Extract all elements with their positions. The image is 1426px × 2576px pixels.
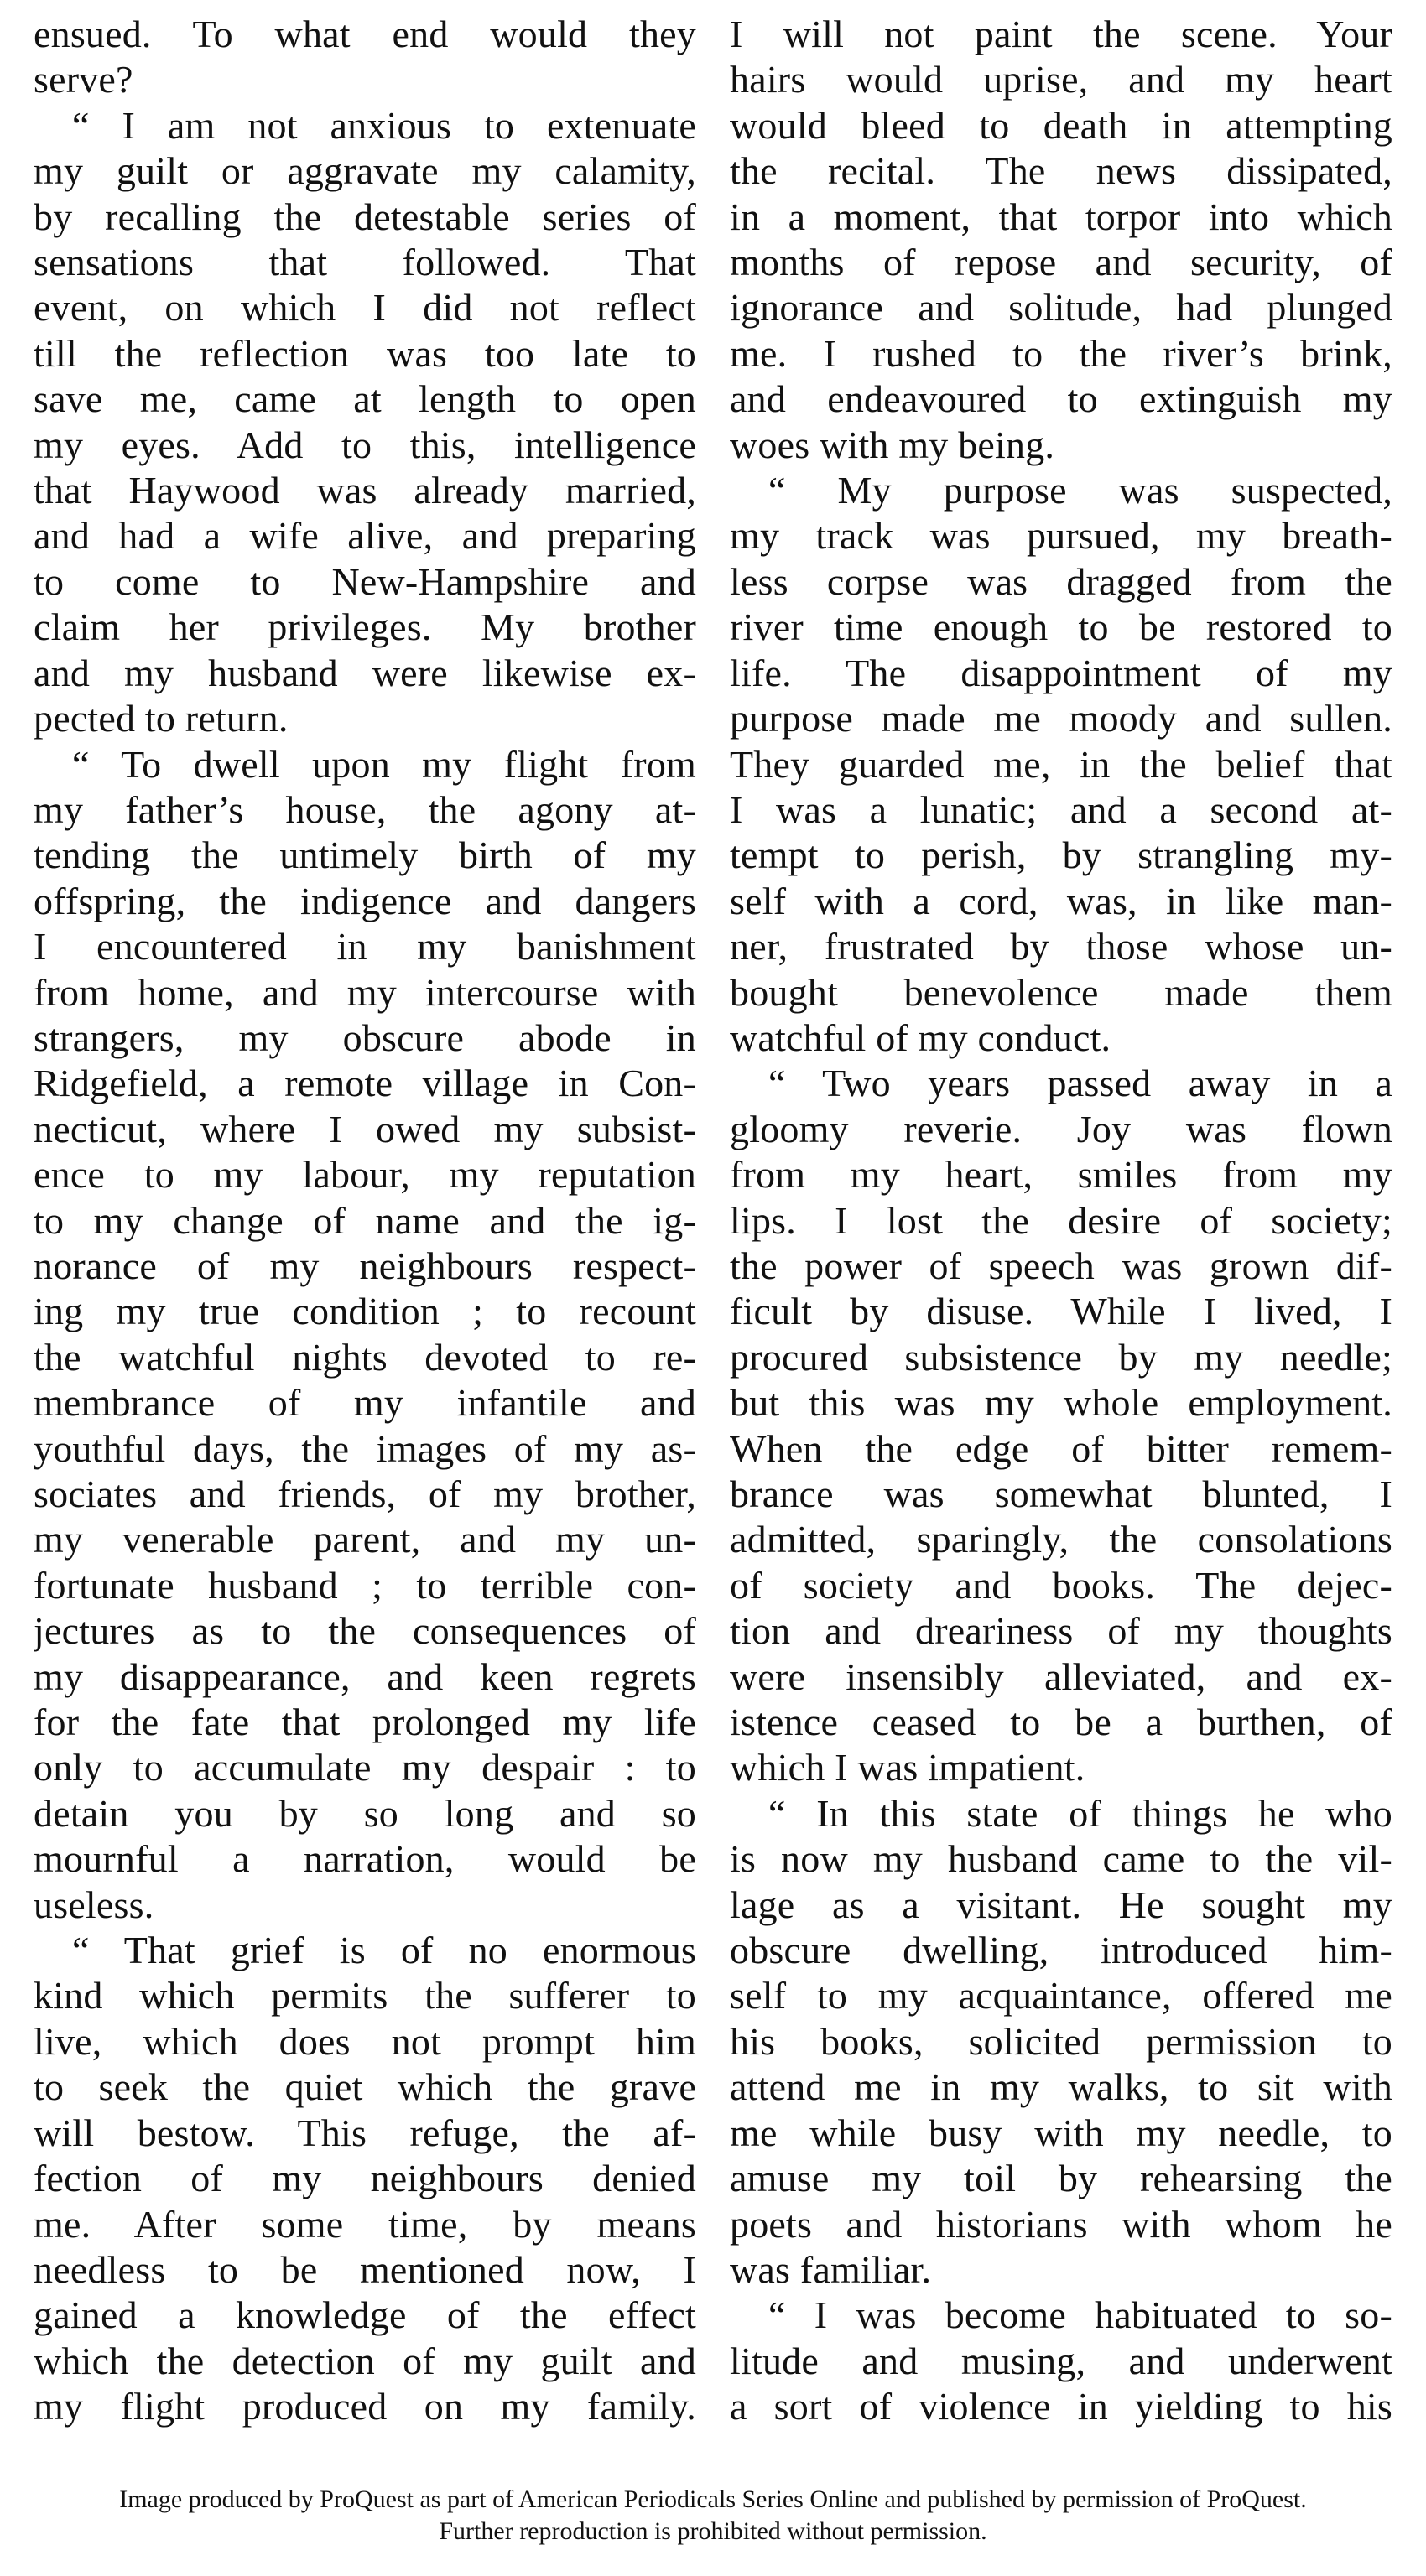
text-line: my father’s house, the agony at- — [34, 787, 696, 831]
text-line: self with a cord, was, in like man- — [730, 879, 1392, 922]
text-line: Ridgefield, a remote village in Con- — [34, 1062, 696, 1105]
text-line: me. I rushed to the river’s brink, — [730, 331, 1392, 375]
text-line: and my husband were likewise ex- — [34, 651, 696, 694]
text-line: gloomy reverie. Joy was flown — [730, 1107, 1392, 1150]
text-line: purpose made me moody and sullen. — [730, 697, 1392, 740]
text-line: obscure dwelling, introduced him- — [730, 1929, 1392, 1972]
text-line: ner, frustrated by those whose un- — [730, 925, 1392, 969]
text-line: litude and musing, and underwent — [730, 2339, 1392, 2382]
text-line: hairs would uprise, and my heart — [730, 58, 1392, 101]
text-line: by recalling the detestable series of — [34, 195, 696, 238]
text-line: woes with my being. — [730, 423, 1055, 466]
text-line: mournful a narration, would be — [34, 1837, 696, 1881]
text-line: sensations that followed. That — [34, 241, 696, 284]
text-line: less corpse was dragged from the — [730, 559, 1392, 603]
proquest-notice-line-1: Image produced by ProQuest as part of American Periodicals Series Online and published by permission of ProQuest. — [119, 2485, 1307, 2513]
text-line: my guilt or aggravate my calamity, — [34, 149, 696, 193]
text-line: lips. I lost the desire of society; — [730, 1198, 1392, 1242]
text-line: “ My purpose was suspected, — [768, 469, 1392, 512]
text-line: strangers, my obscure abode in — [34, 1015, 696, 1059]
text-line: pected to return. — [34, 697, 289, 740]
text-line: save me, came at length to open — [34, 377, 696, 421]
text-line: amuse my toil by rehearsing the — [730, 2157, 1392, 2200]
text-line: useless. — [34, 1883, 154, 1926]
text-line: is now my husband came to the vil- — [730, 1837, 1392, 1881]
text-line: tempt to perish, by strangling my- — [730, 834, 1392, 877]
text-line: “ That grief is of no enormous — [72, 1929, 696, 1972]
text-line: I will not paint the scene. Your — [730, 13, 1392, 55]
text-line: “ I was become habituated to so- — [768, 2293, 1392, 2337]
text-line: fection of my neighbours denied — [34, 2157, 696, 2200]
text-line: ignorance and solitude, had plunged — [730, 286, 1392, 330]
text-line: poets and historians with whom he — [730, 2202, 1392, 2246]
text-line: to my change of name and the ig- — [34, 1198, 696, 1242]
text-line: watchful of my conduct. — [730, 1015, 1111, 1059]
text-line: youthful days, the images of my as- — [34, 1426, 696, 1470]
text-line: claim her privileges. My brother — [34, 605, 696, 649]
text-line: which the detection of my guilt and — [34, 2339, 696, 2382]
text-line: tending the untimely birth of my — [34, 834, 696, 877]
text-line: membrance of my infantile and — [34, 1381, 696, 1425]
text-line: the watchful nights devoted to re- — [34, 1335, 696, 1379]
text-line: which I was impatient. — [730, 1746, 1085, 1789]
text-line: my track was pursued, my breath- — [730, 514, 1392, 558]
text-line: to seek the quiet which the grave — [34, 2065, 696, 2109]
text-line: that Haywood was already married, — [34, 469, 696, 512]
text-line: and had a wife alive, and preparing — [34, 514, 696, 558]
text-line: his books, solicited permission to — [730, 2019, 1392, 2063]
text-line: admitted, sparingly, the consolations — [730, 1518, 1392, 1561]
text-line: was familiar. — [730, 2247, 932, 2291]
text-line: from home, and my intercourse with — [34, 970, 696, 1014]
text-line: bought benevolence made them — [730, 970, 1392, 1014]
text-line: kind which permits the sufferer to — [34, 1974, 696, 2018]
text-line: and endeavoured to extinguish my — [730, 377, 1392, 421]
text-line: months of repose and security, of — [730, 241, 1392, 284]
text-line: my venerable parent, and my un- — [34, 1518, 696, 1561]
text-line: procured subsistence by my needle; — [730, 1335, 1392, 1379]
text-line: “ I am not anxious to extenuate — [72, 103, 696, 147]
text-line: attend me in my walks, to sit with — [730, 2065, 1392, 2109]
text-line: the recital. The news dissipated, — [730, 149, 1392, 193]
text-line: I encountered in my banishment — [34, 925, 696, 969]
text-line: the power of speech was grown dif- — [730, 1244, 1392, 1287]
text-line: brance was somewhat blunted, I — [730, 1472, 1392, 1515]
text-line: needless to be mentioned now, I — [34, 2247, 696, 2291]
text-line: norance of my neighbours respect- — [34, 1244, 696, 1287]
text-line: event, on which I did not reflect — [34, 286, 696, 330]
text-line: river time enough to be restored to — [730, 605, 1392, 649]
text-line: life. The disappointment of my — [730, 651, 1392, 694]
text-line: When the edge of bitter remem- — [730, 1426, 1392, 1470]
text-line: necticut, where I owed my subsist- — [34, 1107, 696, 1150]
text-line: me. After some time, by means — [34, 2202, 696, 2246]
text-line: gained a knowledge of the effect — [34, 2293, 696, 2337]
text-line: in a moment, that torpor into which — [730, 195, 1392, 238]
text-line: a sort of violence in yielding to his — [730, 2385, 1392, 2428]
text-line: istence ceased to be a burthen, of — [730, 1701, 1392, 1744]
left-text-column — [34, 12, 696, 2430]
text-line: “ To dwell upon my flight from — [72, 742, 696, 786]
text-line: till the reflection was too late to — [34, 331, 696, 375]
text-line: but this was my whole employment. — [730, 1381, 1392, 1425]
text-line: will bestow. This refuge, the af- — [34, 2111, 696, 2154]
text-line: I was a lunatic; and a second at- — [730, 787, 1392, 831]
text-line: to come to New-Hampshire and — [34, 559, 696, 603]
text-line: ficult by disuse. While I lived, I — [730, 1290, 1392, 1333]
text-line: my disappearance, and keen regrets — [34, 1654, 696, 1698]
text-line: were insensibly alleviated, and ex- — [730, 1654, 1392, 1698]
text-line: “ Two years passed away in a — [768, 1062, 1392, 1105]
text-line: They guarded me, in the belief that — [730, 742, 1392, 786]
right-text-column — [730, 12, 1392, 2430]
text-line: “ In this state of things he who — [768, 1791, 1392, 1835]
text-line: me while busy with my needle, to — [730, 2111, 1392, 2154]
text-line: ing my true condition ; to recount — [34, 1290, 696, 1333]
text-line: lage as a visitant. He sought my — [730, 1883, 1392, 1926]
text-line: detain you by so long and so — [34, 1791, 696, 1835]
text-line: offspring, the indigence and dangers — [34, 879, 696, 922]
text-line: would bleed to death in attempting — [730, 103, 1392, 147]
text-line: ensued. To what end would they — [34, 13, 696, 55]
text-line: jectures as to the consequences of — [34, 1609, 696, 1653]
text-line: live, which does not prompt him — [34, 2019, 696, 2063]
text-line: my flight produced on my family. — [34, 2385, 696, 2428]
text-line: tion and dreariness of my thoughts — [730, 1609, 1392, 1653]
proquest-notice — [0, 2484, 1426, 2547]
text-line: ence to my labour, my reputation — [34, 1153, 696, 1197]
text-line: of society and books. The dejec- — [730, 1563, 1392, 1607]
text-line: self to my acquaintance, offered me — [730, 1974, 1392, 2018]
proquest-notice-line-2: Further reproduction is prohibited without permission. — [439, 2517, 987, 2545]
text-line: fortunate husband ; to terrible con- — [34, 1563, 696, 1607]
text-line: for the fate that prolonged my life — [34, 1701, 696, 1744]
text-line: my eyes. Add to this, intelligence — [34, 423, 696, 466]
text-line: only to accumulate my despair : to — [34, 1746, 696, 1789]
text-line: serve? — [34, 58, 133, 101]
text-line: from my heart, smiles from my — [730, 1153, 1392, 1197]
text-line: sociates and friends, of my brother, — [34, 1472, 696, 1515]
